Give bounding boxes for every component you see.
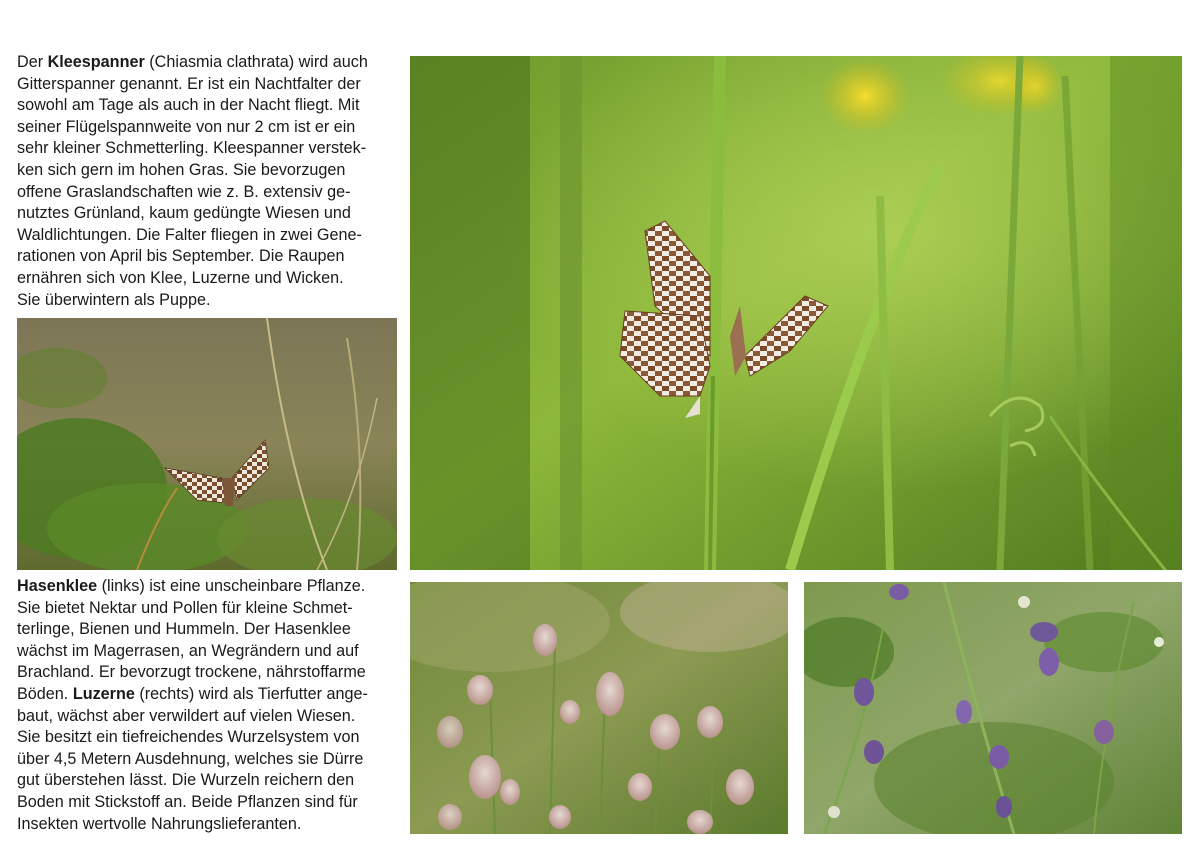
bold-term: Kleespanner: [47, 53, 145, 71]
text-line: [17, 598, 368, 620]
text-line: [17, 74, 368, 96]
text-segment: Böden.: [17, 684, 73, 703]
text-line: [17, 684, 368, 706]
text-line: [17, 619, 368, 641]
text-segment: (Chiasmia clathrata) wird auch: [144, 53, 368, 71]
text-segment: wächst im Magerrasen, an Wegrändern und auf: [17, 641, 359, 660]
text-line: [17, 246, 368, 268]
moth-description-text: [17, 52, 368, 311]
text-line: [17, 749, 368, 771]
text-segment: ken sich gern im hohen Gras. Sie bevorzugen: [17, 160, 346, 179]
text-line: [17, 117, 368, 139]
text-line: [17, 52, 368, 74]
text-line: [17, 770, 368, 792]
text-line: [17, 706, 368, 728]
text-line: [17, 138, 368, 160]
text-line: [17, 268, 368, 290]
moth-on-ground-photo: [17, 318, 397, 570]
text-segment: Sie besitzt ein tiefreichendes Wurzelsystem von: [17, 728, 360, 747]
text-segment: (links) ist eine unscheinbare Pflanze.: [97, 577, 366, 595]
text-line: [17, 814, 368, 836]
text-segment: Waldlichtungen. Die Falter fliegen in zwei Gene-: [17, 225, 362, 244]
text-segment: Gitterspanner genannt. Er ist ein Nachtfalter der: [17, 74, 361, 93]
hare-clover-photo: [410, 582, 788, 834]
text-segment: offene Graslandschaften wie z. B. extensiv ge-: [17, 182, 351, 201]
text-segment: ernähren sich von Klee, Luzerne und Wicken.: [17, 268, 344, 287]
bold-term: Luzerne: [72, 684, 135, 703]
moth-on-grass-photo: [410, 56, 1182, 570]
text-segment: nutztes Grünland, kaum gedüngte Wiesen und: [17, 204, 351, 223]
text-segment: Der: [17, 53, 48, 71]
text-segment: Boden mit Stickstoff an. Beide Pflanzen sind für: [17, 792, 358, 811]
text-line: [17, 727, 368, 749]
text-line: [17, 641, 368, 663]
text-segment: gut überstehen lässt. Die Wurzeln reichern den: [17, 771, 355, 790]
text-segment: (rechts) wird als Tierfutter ange-: [134, 684, 368, 703]
text-segment: sehr kleiner Schmetterling. Kleespanner verstek-: [17, 139, 367, 158]
text-segment: Brachland. Er bevorzugt trockene, nährstoffarme: [17, 663, 366, 682]
text-segment: Insekten wertvolle Nahrungslieferanten.: [17, 814, 302, 833]
bold-term: Hasenklee: [17, 577, 98, 595]
text-line: [17, 203, 368, 225]
text-segment: terlinge, Bienen und Hummeln. Der Hasenklee: [17, 620, 351, 639]
text-segment: baut, wächst aber verwildert auf vielen Wiesen.: [17, 706, 356, 725]
text-segment: sowohl am Tage als auch in der Nacht fliegt. Mit: [17, 96, 360, 115]
text-segment: rationen von April bis September. Die Raupen: [17, 247, 345, 266]
text-line: [17, 225, 368, 247]
plants-description-text: [17, 576, 368, 835]
text-segment: über 4,5 Metern Ausdehnung, welches sie Dürre: [17, 749, 364, 768]
text-line: [17, 792, 368, 814]
text-segment: seiner Flügelspannweite von nur 2 cm ist er ein: [17, 117, 356, 136]
text-line: [17, 160, 368, 182]
text-line: [17, 182, 368, 204]
text-line: [17, 576, 368, 598]
text-segment: Sie überwintern als Puppe.: [17, 290, 211, 309]
text-line: [17, 662, 368, 684]
text-line: [17, 95, 368, 117]
alfalfa-photo: [804, 582, 1182, 834]
text-line: [17, 290, 368, 312]
text-segment: Sie bietet Nektar und Pollen für kleine Schmet-: [17, 598, 353, 617]
